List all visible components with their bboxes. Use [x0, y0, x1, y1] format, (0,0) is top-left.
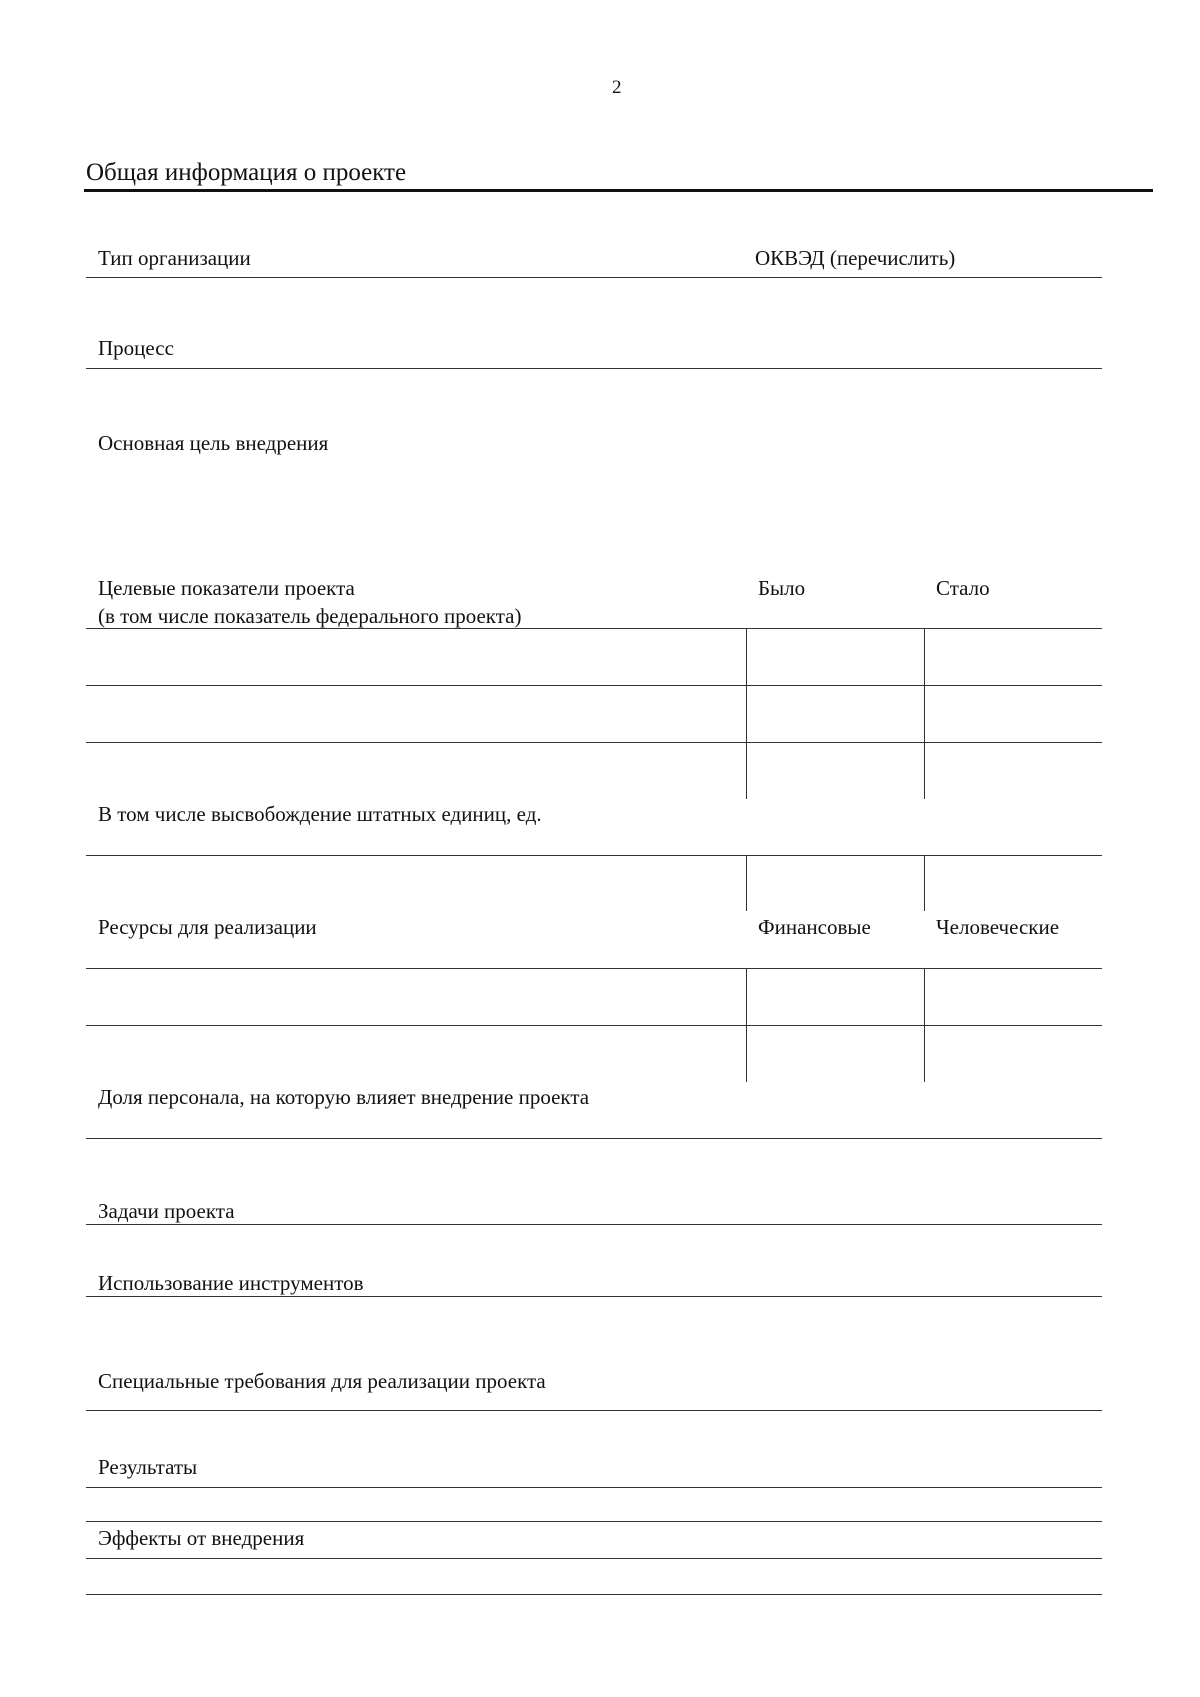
resource-row-1-human[interactable]	[925, 969, 1102, 1025]
targets-label-line2: (в том числе показатель федерального проекта)	[98, 604, 522, 628]
target-row-1-became[interactable]	[925, 629, 1102, 685]
tasks-label: Задачи проекта	[98, 1199, 235, 1223]
resource-row-2-human[interactable]	[925, 1026, 1102, 1082]
staff-share-line	[86, 1138, 1102, 1139]
special-requirements-label: Специальные требования для реализации проекта	[98, 1369, 546, 1393]
col-became-header: Стало	[936, 576, 990, 600]
staff-release-became[interactable]	[925, 743, 1102, 799]
staff-share-label: Доля персонала, на которую влияет внедрение проекта	[98, 1085, 590, 1109]
tools-line	[86, 1296, 1102, 1297]
targets-label-line1: Целевые показатели проекта	[98, 576, 355, 600]
main-goal-label: Основная цель внедрения	[98, 431, 329, 455]
tasks-field[interactable]	[86, 1190, 1102, 1224]
results-field[interactable]	[86, 1488, 1102, 1521]
process-label: Процесс	[98, 336, 174, 360]
effects-label: Эффекты от внедрения	[98, 1526, 305, 1550]
results-line-2	[86, 1521, 1102, 1522]
resource-row-1-name[interactable]	[86, 969, 746, 1025]
okved-field[interactable]	[746, 230, 1102, 278]
special-requirements-field[interactable]	[86, 1396, 1102, 1410]
resource-row-1-financial[interactable]	[747, 969, 924, 1025]
col-human-header: Человеческие	[936, 915, 1060, 939]
tools-field[interactable]	[86, 1262, 1102, 1296]
page-number: 2	[612, 77, 622, 98]
special-requirements-line	[86, 1410, 1102, 1411]
process-line	[86, 368, 1102, 369]
target-row-2-was[interactable]	[747, 686, 924, 742]
org-type-label: Тип организации	[98, 246, 251, 270]
effects-field[interactable]	[86, 1559, 1102, 1594]
target-row-1-name[interactable]	[86, 629, 746, 685]
main-goal-field[interactable]	[86, 460, 1102, 570]
resources-col-divider-top-1	[746, 855, 747, 911]
section-title: Общая информация о проекте	[86, 159, 407, 186]
staff-release-rule	[86, 855, 1102, 856]
target-row-2-name[interactable]	[86, 686, 746, 742]
resources-col-divider-top-2	[924, 855, 925, 911]
target-row-2-became[interactable]	[925, 686, 1102, 742]
tools-label: Использование инструментов	[98, 1271, 364, 1295]
resource-row-2-financial[interactable]	[747, 1026, 924, 1082]
okved-label: ОКВЭД (перечислить)	[755, 246, 956, 270]
staff-share-field[interactable]	[86, 1083, 1102, 1138]
effects-line-2	[86, 1594, 1102, 1595]
title-rule	[84, 189, 1153, 192]
target-row-1-was[interactable]	[747, 629, 924, 685]
results-label: Результаты	[98, 1455, 198, 1479]
resources-label: Ресурсы для реализации	[98, 915, 317, 939]
staff-release-label: В том числе высвобождение штатных единиц, ед.	[98, 802, 542, 826]
col-was-header: Было	[758, 576, 806, 600]
org-type-field[interactable]	[86, 230, 746, 278]
col-financial-header: Финансовые	[758, 915, 871, 939]
org-type-line	[86, 277, 1102, 278]
staff-release-was[interactable]	[747, 743, 924, 799]
tasks-line	[86, 1224, 1102, 1225]
process-field[interactable]	[86, 322, 1102, 368]
